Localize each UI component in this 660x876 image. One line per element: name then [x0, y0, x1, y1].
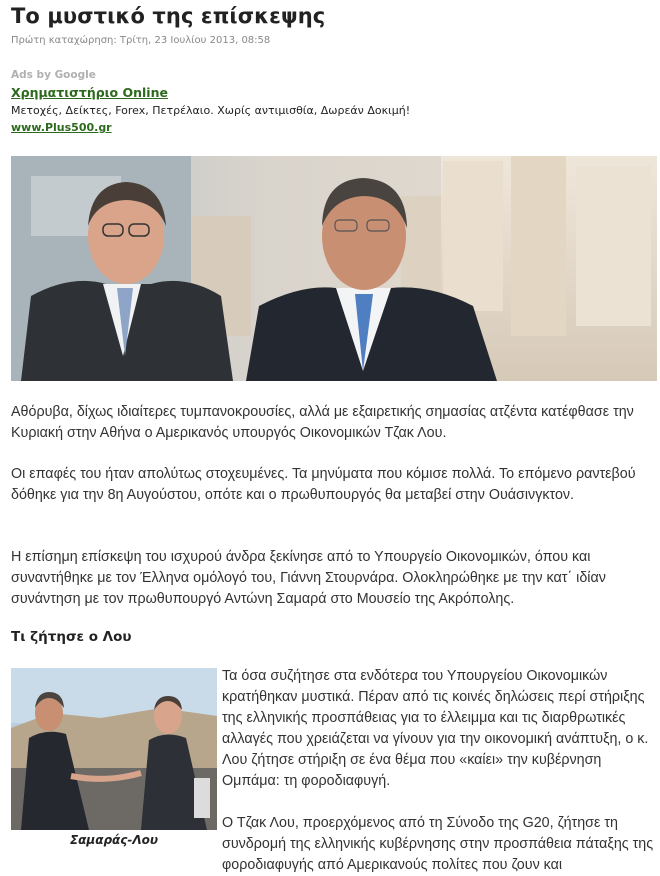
- article-paragraph-1: Αθόρυβα, δίχως ιδιαίτερες τυμπανοκρουσίες, αλλά με εξαιρετικής σημασίας ατζέντα κατέφθασε την Κυριακή στην Αθήνα ο Αμερικανός υπουργός Οικονομικών Τζακ Λου.: [11, 404, 634, 441]
- ads-label[interactable]: Ads by Google: [11, 69, 96, 81]
- hero-photo: [11, 156, 657, 381]
- published-date: Πρώτη καταχώρηση: Τρίτη, 23 Ιουλίου 2013, 08:58: [11, 35, 271, 46]
- section-subheading: Τι ζήτησε ο Λου: [11, 629, 132, 645]
- article-title: Το μυστικό της επίσκεψης: [11, 4, 326, 28]
- ad-title-link[interactable]: Χρηματιστήριο Online: [11, 85, 168, 100]
- ad-url-link[interactable]: www.Plus500.gr: [11, 121, 112, 134]
- article-paragraph-4: Τα όσα συζήτησε στα ενδότερα του Υπουργείου Οικονομικών κρατήθηκαν μυστικά. Πέραν από τις κοινές δηλώσεις περί στήριξης της ελληνικής προσπάθειας για το έλλειμμα και τις διαρθρωτικές αλλαγές που χρειάζεται να γίνουν για την οικονομική ανάπτυξη, ο κ. Λου ζήτησε στήριξη σε ένα θέμα που «καίει» την κυβέρνηση Ομπάμα: τη φοροδιαφυγή.: [222, 668, 649, 789]
- article-paragraph-3: Η επίσημη επίσκεψη του ισχυρού άνδρα ξεκίνησε από το Υπουργείο Οικονομικών, όπου και συναντήθηκε με τον Έλληνα ομόλογό του, Γιάννη Στουρνάρα. Ολοκληρώθηκε με την κατ΄ ιδίαν συνάντηση με τον πρωθυπουργό Αντώνη Σαμαρά στο Μουσείο της Ακρόπολης.: [11, 549, 606, 607]
- inline-figure: [11, 668, 217, 854]
- article-paragraph-5: Ο Τζακ Λου, προερχόμενος από τη Σύνοδο της G20, ζήτησε τη συνδρομή της ελληνικής κυβέρνησης στην προσπάθεια πάταξης της φοροδιαφυγής από Αμερικανούς πολίτες που ζουν και: [222, 815, 654, 873]
- ad-description: Μετοχές, Δείκτες, Forex, Πετρέλαιο. Χωρίς αντιμισθία, Δωρεάν Δοκιμή!: [11, 104, 411, 117]
- inline-photo: [11, 668, 217, 830]
- figure-caption: Σαμαράς-Λου: [69, 833, 159, 847]
- article-paragraph-2: Οι επαφές του ήταν απολύτως στοχευμένες. Τα μηνύματα που κόμισε πολλά. Το επόμενο ραντεβού δόθηκε για την 8η Αυγούστου, οπότε και ο πρωθυπουργός θα μεταβεί στην Ουάσινγκτον.: [11, 466, 636, 503]
